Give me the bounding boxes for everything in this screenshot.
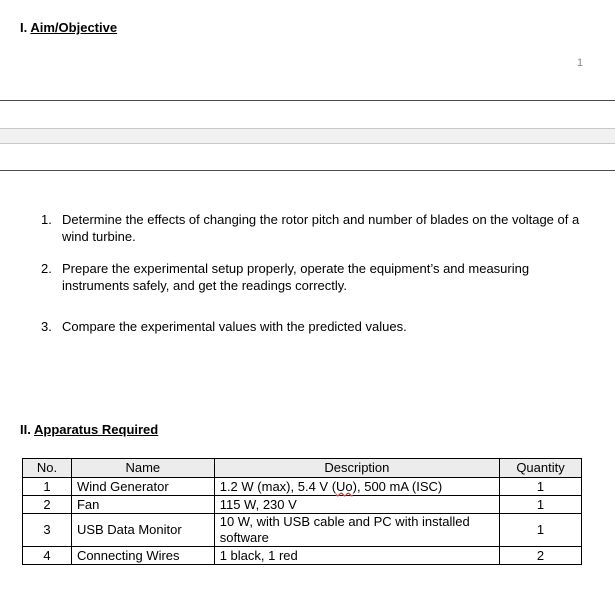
table-row: [23, 496, 582, 514]
cell-no: 2: [23, 496, 72, 514]
list-item-text: Prepare the experimental setup properly, operate the equipment’s and measuring instruments safely, and get the readings correctly.: [62, 261, 530, 293]
list-item-text: Determine the effects of changing the rotor pitch and number of blades on the voltage of a wind turbine.: [62, 212, 580, 244]
divider: [0, 170, 615, 171]
cell-no: 3: [23, 514, 72, 547]
list-item: [41, 260, 592, 294]
cell-description: 10 W, with USB cable and PC with installed software: [214, 514, 499, 547]
cell-description: [214, 478, 499, 496]
objectives-list: [41, 211, 592, 335]
column-header-quantity: Quantity: [500, 459, 582, 478]
cell-quantity: 2: [500, 547, 582, 565]
list-item-number: 2.: [41, 261, 52, 276]
cell-quantity: 1: [500, 496, 582, 514]
cell-no: 4: [23, 547, 72, 565]
apparatus-table: [22, 458, 582, 565]
divider: [0, 128, 615, 129]
cell-description: 115 W, 230 V: [214, 496, 499, 514]
cell-quantity: 1: [500, 514, 582, 547]
cell-name: USB Data Monitor: [71, 514, 214, 547]
cell-quantity: 1: [500, 478, 582, 496]
list-item: [41, 318, 592, 335]
cell-no: 1: [23, 478, 72, 496]
cell-description: 1 black, 1 red: [214, 547, 499, 565]
table-row: [23, 478, 582, 496]
cell-name: Wind Generator: [71, 478, 214, 496]
page-gap-band: [0, 129, 615, 143]
description-text: 1.2 W (max), 5.4 V (: [219, 478, 337, 494]
divider: [0, 143, 615, 144]
table-row: [23, 547, 582, 565]
cell-name: Connecting Wires: [71, 547, 214, 565]
column-header-name: Name: [71, 459, 214, 478]
description-text: ), 500 mA (ISC): [352, 478, 443, 494]
list-item-number: 1.: [41, 212, 52, 227]
page-number: 1: [577, 57, 584, 69]
list-item-number: 3.: [41, 319, 52, 334]
divider: [0, 100, 615, 101]
cell-name: Fan: [71, 496, 214, 514]
section-heading-aim: [20, 20, 117, 35]
section-title: Apparatus Required: [33, 422, 159, 437]
table-row: [23, 514, 582, 547]
column-header-no: No.: [23, 459, 72, 478]
section-number: I.: [20, 20, 28, 35]
column-header-description: Description: [214, 459, 499, 478]
list-item-text: Compare the experimental values with the predicted values.: [62, 319, 407, 334]
section-number: II.: [20, 422, 31, 437]
section-heading-apparatus: [20, 422, 158, 437]
spellcheck-flagged-word: Uo: [336, 478, 353, 494]
table-header-row: [23, 459, 582, 478]
list-item: [41, 211, 592, 245]
section-title: Aim/Objective: [30, 20, 118, 35]
